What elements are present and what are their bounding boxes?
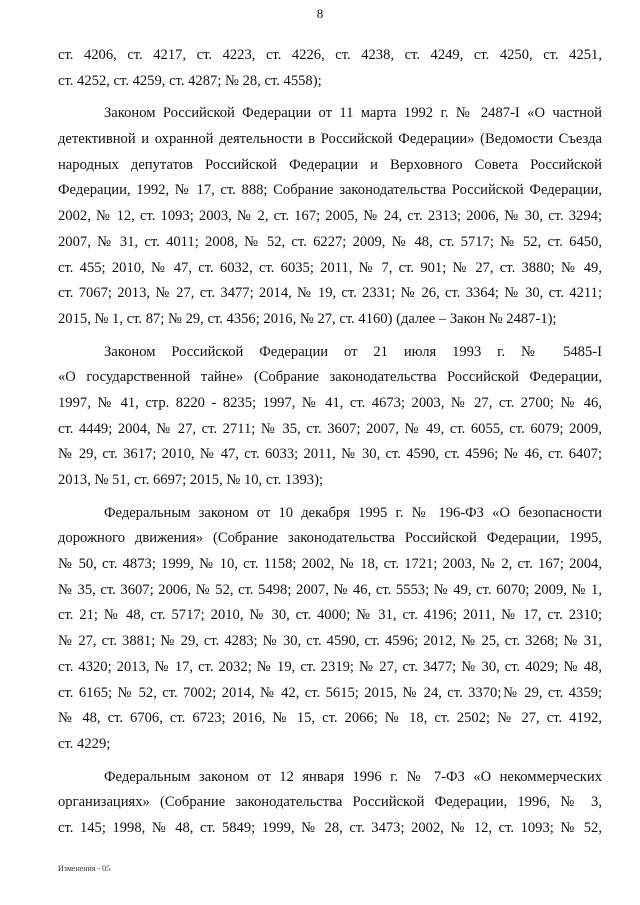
- text-line: 2002, № 12, ст. 1093; 2003, № 2, ст. 167; 2005, № 24, ст. 2313; 2006, № 30, ст. 3294;: [58, 208, 602, 225]
- text-line: ст. 145; 1998, № 48, ст. 5849; 1999, № 28, ст. 3473; 2002, № 12, ст. 1093; № 52,: [58, 819, 602, 836]
- page-number: 8: [316, 6, 324, 21]
- text-line: детективной и охранной деятельности в Российской Федерации» (Ведомости Съезда: [58, 131, 602, 148]
- text-line: ст. 4320; 2013, № 17, ст. 2032; № 19, ст. 2319; № 27, ст. 3477; № 30, ст. 4029; № 48,: [58, 658, 602, 675]
- text-line: народных депутатов Российской Федерации и Верховного Совета Российской: [58, 156, 602, 173]
- text-line: 2013, № 51, ст. 6697; 2015, № 10, ст. 1393);: [58, 472, 323, 488]
- paragraph-law-196-fz: [58, 501, 602, 758]
- text-line: 2007, № 31, ст. 4011; 2008, № 52, ст. 6227; 2009, № 48, ст. 5717; № 52, ст. 6450,: [58, 233, 602, 250]
- text-line: ст. 4449; 2004, № 27, ст. 2711; № 35, ст. 3607; 2007, № 49, ст. 6055, ст. 6079; 2009,: [58, 420, 602, 437]
- text-line: ст. 4252, ст. 4259, ст. 4287; № 28, ст. 4558);: [58, 72, 322, 89]
- text-line: № 27, ст. 3881; № 29, ст. 4283; № 30, ст. 4590, ст. 4596; 2012, № 25, ст. 3268; № 31,: [58, 633, 602, 650]
- text-line: Законом Российской Федерации от 21 июля 1993 г. № 5485-I: [104, 343, 602, 360]
- text-line: ст. 6165; № 52, ст. 7002; 2014, № 42, ст. 5615; 2015, № 24, ст. 3370;№ 29, ст. 4359;: [58, 684, 602, 701]
- footer-revision-note: Изменения - 05: [58, 864, 111, 873]
- text-line: Федеральным законом от 12 января 1996 г. № 7-ФЗ «О некоммерческих: [104, 768, 602, 785]
- text-line: Федеральным законом от 10 декабря 1995 г. № 196-ФЗ «О безопасности: [104, 504, 602, 521]
- paragraph-continuation: [58, 43, 602, 94]
- text-line: Законом Российской Федерации от 11 марта 1992 г. № 2487-I «О частной: [104, 105, 602, 122]
- text-line: 1997, № 41, стр. 8220 - 8235; 1997, № 41, ст. 4673; 2003, № 27, ст. 2700; № 46,: [58, 394, 602, 411]
- text-line: № 48, ст. 6706, ст. 6723; 2016, № 15, ст. 2066; № 18, ст. 2502; № 27, ст. 4192,: [58, 710, 602, 727]
- text-line: ст. 4206, ст. 4217, ст. 4223, ст. 4226, ст. 4238, ст. 4249, ст. 4250, ст. 4251,: [58, 47, 602, 63]
- document-body: [58, 43, 602, 849]
- text-line: № 29, ст. 3617; 2010, № 47, ст. 6033; 2011, № 30, ст. 4590, ст. 4596; № 46, ст. 6407;: [58, 446, 602, 463]
- text-line: № 50, ст. 4873; 1999, № 10, ст. 1158; 2002, № 18, ст. 1721; 2003, № 2, ст. 167; 2004,: [58, 556, 602, 573]
- text-line: организациях» (Собрание законодательства Российской Федерации, 1996, № 3,: [58, 794, 602, 811]
- text-line: ст. 7067; 2013, № 27, ст. 3477; 2014, № 19, ст. 2331; № 26, ст. 3364; № 30, ст. 4211;: [58, 285, 602, 302]
- text-line: ст. 4229;: [58, 735, 111, 752]
- text-line: Федерации, 1992, № 17, ст. 888; Собрание законодательства Российской Федерации,: [58, 182, 602, 199]
- paragraph-law-5485-1: [58, 340, 602, 494]
- text-line: № 35, ст. 3607; 2006, № 52, ст. 5498; 2007, № 46, ст. 5553; № 49, ст. 6070; 2009, № 1,: [58, 581, 602, 598]
- text-line: ст. 455; 2010, № 47, ст. 6032, ст. 6035; 2011, № 7, ст. 901; № 27, ст. 3880; № 49,: [58, 259, 602, 276]
- paragraph-law-2487-1: [58, 101, 602, 332]
- text-line: 2015, № 1, ст. 87; № 29, ст. 4356; 2016, № 27, ст. 4160) (далее – Закон № 2487-1);: [58, 310, 557, 327]
- paragraph-law-7-fz: [58, 765, 602, 842]
- text-line: дорожного движения» (Собрание законодательства Российской Федерации, 1995,: [58, 530, 602, 547]
- text-line: ст. 21; № 48, ст. 5717; 2010, № 30, ст. 4000; № 31, ст. 4196; 2011, № 17, ст. 2310;: [58, 607, 602, 624]
- text-line: «О государственной тайне» (Собрание законодательства Российской Федерации,: [58, 369, 602, 386]
